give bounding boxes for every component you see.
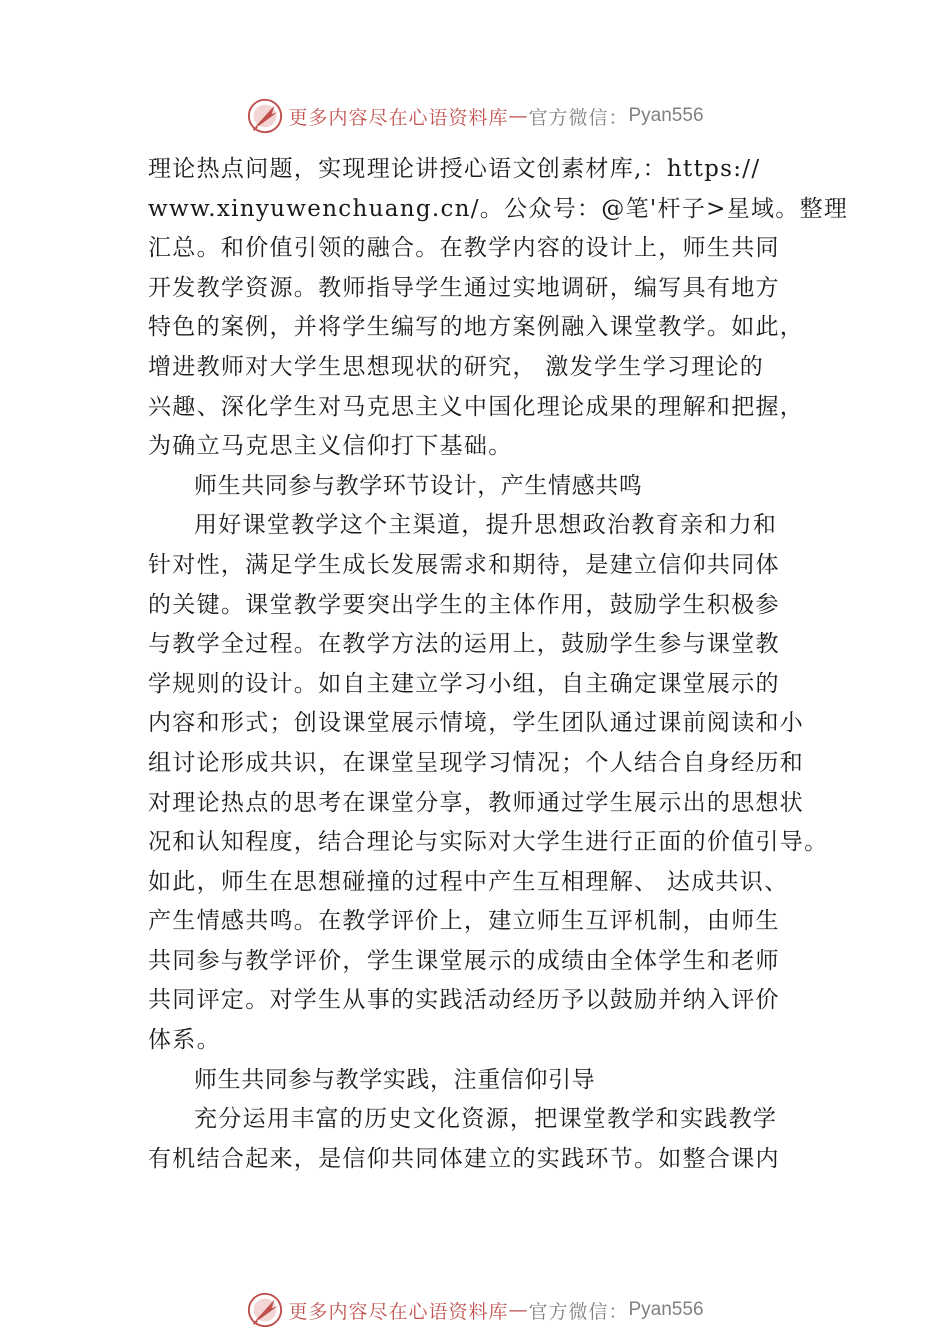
wechat-label: 官方微信：	[528, 1300, 629, 1323]
quill-logo-icon	[246, 97, 284, 135]
text-line: 增进教师对大学生思想现状的研究， 激发学生学习理论的	[148, 353, 765, 380]
text-line: www.xinyuwenchuang.cn/。公众号：@笔'杆子>星域。整理	[148, 195, 849, 222]
wechat-id: Pyan556	[628, 105, 704, 126]
paragraph-first-line: 用好课堂教学这个主渠道，提升思想政治教育亲和力和	[194, 512, 778, 539]
text-line: 与教学全过程。在教学方法的运用上，鼓励学生参与课堂教	[148, 631, 780, 658]
brand-text: 更多内容尽在心语资料库	[288, 106, 509, 129]
text-line: 组讨论形成共识，在课堂呈现学习情况；个人结合自身经历和	[148, 749, 805, 776]
text-line: 针对性，满足学生成长发展需求和期待，是建立信仰共同体	[148, 551, 780, 578]
document-body	[148, 150, 849, 1179]
text-line: 理论热点问题，实现理论讲授心语文创素材库,：https://	[148, 156, 761, 182]
text-line: 为确立马克思主义信仰打下基础。	[148, 433, 513, 460]
text-line: 对理论热点的思考在课堂分享，教师通过学生展示出的思想状	[148, 789, 805, 816]
separator: —	[508, 1299, 529, 1321]
text-line: 共同评定。对学生从事的实践活动经历予以鼓励并纳入评价	[148, 987, 780, 1014]
text-line: 兴趣、深化学生对马克思主义中国化理论成果的理解和把握，	[148, 393, 805, 420]
wechat-label: 官方微信：	[528, 106, 629, 129]
text-line: 开发教学资源。教师指导学生通过实地调研，编写具有地方	[148, 274, 780, 301]
wechat-id: Pyan556	[628, 1299, 704, 1320]
brand-text: 更多内容尽在心语资料库	[288, 1300, 509, 1323]
text-line: 内容和形式；创设课堂展示情境，学生团队通过课前阅读和小	[148, 710, 805, 737]
text-line: 共同参与教学评价，学生课堂展示的成绩由全体学生和老师	[148, 947, 780, 974]
text-line: 产生情感共鸣。在教学评价上，建立师生互评机制，由师生	[148, 908, 780, 935]
text-line: 汇总。和价值引领的融合。在教学内容的设计上，师生共同	[148, 235, 780, 262]
section-heading: 师生共同参与教学实践，注重信仰引导	[194, 1066, 596, 1093]
text-line: 有机结合起来，是信仰共同体建立的实践环节。如整合课内	[148, 1145, 780, 1172]
paragraph-first-line: 充分运用丰富的历史文化资源，把课堂教学和实践教学	[194, 1106, 778, 1133]
text-line: 学规则的设计。如自主建立学习小组，自主确定课堂展示的	[148, 670, 780, 697]
text-line: 特色的案例，并将学生编写的地方案例融入课堂教学。如此，	[148, 314, 805, 341]
text-line: 况和认知程度，结合理论与实际对大学生进行正面的价值引导。	[148, 829, 829, 856]
header-banner	[0, 96, 950, 136]
separator: —	[508, 105, 529, 127]
quill-logo-icon	[246, 1291, 284, 1329]
section-heading: 师生共同参与教学环节设计，产生情感共鸣	[194, 472, 643, 499]
text-line: 的关键。课堂教学要突出学生的主体作用，鼓励学生积极参	[148, 591, 780, 618]
text-line: 如此，师生在思想碰撞的过程中产生互相理解、 达成共识、	[148, 868, 789, 895]
footer-banner	[0, 1290, 950, 1330]
text-line: 体系。	[148, 1027, 221, 1054]
